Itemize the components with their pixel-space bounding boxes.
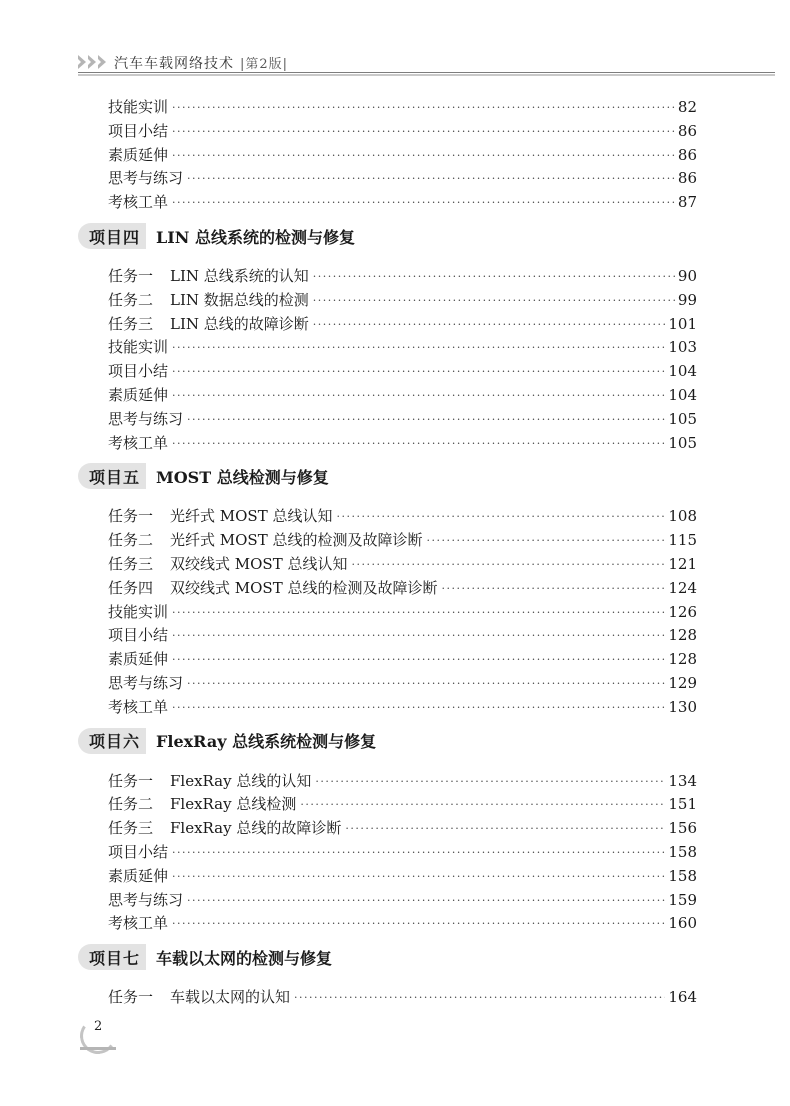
entry-title: 考核工单 <box>108 193 169 212</box>
dot-leader <box>172 99 675 117</box>
entry-title: 技能实训 <box>108 98 169 116</box>
toc-entry-label <box>108 554 347 574</box>
task-number: 任务二 <box>108 531 154 550</box>
entry-title: FlexRay 总线检测 <box>170 795 297 814</box>
task-number: 任务三 <box>108 819 154 838</box>
toc-entry[interactable] <box>108 816 697 838</box>
entry-title: 考核工单 <box>108 697 169 716</box>
toc-entry[interactable] <box>108 864 697 886</box>
toc-entry-label <box>108 842 168 862</box>
toc-entry-label <box>108 121 168 141</box>
entry-title: 思考与练习 <box>108 674 184 692</box>
entry-title: 光纤式 MOST 总线的检测及故障诊断 <box>170 531 423 550</box>
project-title: FlexRay 总线系统检测与修复 <box>156 732 377 752</box>
toc-entry[interactable] <box>108 552 697 574</box>
running-header <box>78 52 697 74</box>
page-ref: 128 <box>668 626 697 645</box>
dot-leader <box>172 339 665 357</box>
entry-title: 技能实训 <box>108 602 169 621</box>
toc-entry[interactable] <box>108 288 697 310</box>
dot-leader <box>172 604 665 622</box>
page-ref: 82 <box>677 98 697 116</box>
dot-leader <box>336 508 665 526</box>
project-title: 车载以太网的检测与修复 <box>156 948 333 968</box>
page-ref: 126 <box>668 602 697 621</box>
toc-entry-label <box>108 145 168 165</box>
toc-entry[interactable] <box>108 911 697 933</box>
dot-leader <box>294 989 665 1007</box>
toc-entry-label <box>108 506 332 526</box>
project-number: 项目五 <box>78 463 146 489</box>
dot-leader <box>315 773 665 791</box>
page-number: 2 <box>94 1019 103 1034</box>
page-ref: 104 <box>668 386 697 404</box>
page-ref: 99 <box>677 290 697 309</box>
entry-title: 素质延伸 <box>108 650 169 669</box>
toc-entry-label <box>108 433 168 453</box>
page-ref: 104 <box>668 362 697 381</box>
dot-leader <box>172 651 665 669</box>
dot-leader <box>345 820 665 838</box>
project-title: MOST 总线检测与修复 <box>156 467 329 487</box>
toc-entry-label <box>108 578 437 598</box>
toc-entry[interactable] <box>108 671 697 693</box>
toc-entry[interactable] <box>108 166 697 188</box>
toc-entry[interactable] <box>108 600 697 622</box>
entry-title: 项目小结 <box>108 121 169 140</box>
dot-leader <box>313 316 666 334</box>
toc-entry-label <box>108 337 168 357</box>
toc-entry[interactable] <box>108 312 697 334</box>
entry-title: FlexRay 总线的认知 <box>170 771 312 790</box>
toc-entry[interactable] <box>108 888 697 910</box>
toc-entry[interactable] <box>108 335 697 357</box>
toc-entry-label <box>108 890 183 910</box>
page-ref: 128 <box>668 650 697 669</box>
page-ref: 151 <box>668 795 697 814</box>
toc-entry-label <box>108 168 183 188</box>
page-ref: 158 <box>668 866 697 885</box>
toc-entry-label <box>108 266 309 286</box>
project-title: LIN 总线系统的检测与修复 <box>156 227 355 247</box>
dot-leader <box>172 699 665 717</box>
task-number: 任务二 <box>108 795 154 814</box>
book-title: 汽车车载网络技术 <box>114 56 234 72</box>
dot-leader <box>313 268 675 286</box>
chevron-decoration-icon <box>78 55 108 69</box>
toc-entry[interactable] <box>108 143 697 165</box>
entry-title: 双绞线式 MOST 总线认知 <box>170 555 348 573</box>
toc-entry-label <box>108 794 296 814</box>
entry-title: LIN 总线系统的认知 <box>170 267 309 285</box>
toc-entry-label <box>108 409 183 429</box>
toc-entry[interactable] <box>108 528 697 550</box>
toc-entry-label <box>108 361 168 381</box>
header-title <box>114 53 288 73</box>
entry-title: 素质延伸 <box>108 866 169 885</box>
toc-entry-label <box>108 649 168 669</box>
dot-leader <box>187 675 665 693</box>
page-ref: 86 <box>677 169 697 188</box>
entry-title: 光纤式 MOST 总线认知 <box>170 507 333 526</box>
task-number: 任务二 <box>108 290 154 309</box>
page-ref: 134 <box>668 771 697 790</box>
toc-entry[interactable] <box>108 407 697 429</box>
entry-title: 思考与练习 <box>108 890 184 909</box>
task-number: 任务一 <box>108 988 154 1007</box>
dot-leader <box>172 194 675 212</box>
project-number: 项目七 <box>78 944 146 970</box>
task-number: 任务一 <box>108 507 154 526</box>
dot-leader <box>172 868 665 886</box>
toc-entry[interactable] <box>108 383 697 405</box>
page-ref: 124 <box>668 578 697 597</box>
toc-entry-label <box>108 97 168 117</box>
toc-entry-label <box>108 290 309 310</box>
page-ref: 103 <box>668 338 697 357</box>
toc-entry[interactable] <box>108 431 697 453</box>
task-number: 任务一 <box>108 771 154 790</box>
toc-entry-label <box>108 530 422 550</box>
dot-leader <box>300 796 665 814</box>
entry-title: LIN 数据总线的检测 <box>170 290 309 309</box>
dot-leader <box>172 147 675 165</box>
dot-leader <box>172 387 665 405</box>
page-ref: 105 <box>668 409 697 428</box>
dot-leader <box>441 580 665 598</box>
dot-leader <box>426 532 665 550</box>
toc-entry[interactable] <box>108 359 697 381</box>
toc-entry-label <box>108 866 168 886</box>
toc-entry[interactable] <box>108 985 697 1007</box>
page-ref: 86 <box>677 145 697 164</box>
entry-title: FlexRay 总线的故障诊断 <box>170 819 342 838</box>
entry-title: 思考与练习 <box>108 409 184 428</box>
dot-leader <box>172 435 665 453</box>
entry-title: LIN 总线的故障诊断 <box>170 314 309 333</box>
page-ref: 130 <box>668 697 697 716</box>
toc-entry-label <box>108 818 341 838</box>
dot-leader <box>172 915 665 933</box>
task-number: 任务三 <box>108 555 154 573</box>
toc-entry-label <box>108 987 290 1007</box>
entry-title: 素质延伸 <box>108 386 169 404</box>
toc-entry[interactable] <box>108 769 697 791</box>
task-number: 任务一 <box>108 267 154 285</box>
toc-entry-label <box>108 385 168 405</box>
project-heading[interactable] <box>78 727 376 755</box>
project-number: 项目四 <box>78 223 146 249</box>
page-ref: 156 <box>668 819 697 838</box>
entry-title: 考核工单 <box>108 914 169 933</box>
page-ref: 105 <box>668 433 697 452</box>
toc-entry[interactable] <box>108 647 697 669</box>
entry-title: 素质延伸 <box>108 145 169 164</box>
dot-leader <box>172 363 665 381</box>
toc-entry[interactable] <box>108 95 697 117</box>
page-ref: 164 <box>668 988 697 1007</box>
task-number: 任务四 <box>108 578 154 597</box>
edition-label: |第2版| <box>240 57 289 72</box>
dot-leader <box>172 123 675 141</box>
toc-entry-label <box>108 697 168 717</box>
footer-bar <box>80 1047 116 1050</box>
toc-entry[interactable] <box>108 840 697 862</box>
dot-leader <box>351 556 665 574</box>
toc-entry-label <box>108 602 168 622</box>
toc-entry[interactable] <box>108 190 697 212</box>
page-ref: 101 <box>668 314 697 333</box>
toc-entry-label <box>108 314 309 334</box>
toc-entry-label <box>108 771 311 791</box>
page-ref: 90 <box>677 267 697 285</box>
toc-entry[interactable] <box>108 576 697 598</box>
entry-title: 思考与练习 <box>108 169 184 188</box>
toc-entry[interactable] <box>108 264 697 286</box>
toc-entry[interactable] <box>108 792 697 814</box>
toc-entry-label <box>108 913 168 933</box>
page-ref: 159 <box>668 890 697 909</box>
page-ref: 87 <box>677 193 697 212</box>
dot-leader <box>313 292 675 310</box>
project-heading[interactable] <box>78 222 355 250</box>
entry-title: 项目小结 <box>108 362 169 381</box>
toc-entry[interactable] <box>108 695 697 717</box>
toc-entry-label <box>108 673 183 693</box>
page-ref: 129 <box>668 674 697 692</box>
entry-title: 考核工单 <box>108 433 169 452</box>
project-heading[interactable] <box>78 462 329 490</box>
entry-title: 车载以太网的认知 <box>170 988 291 1007</box>
project-number: 项目六 <box>78 728 146 754</box>
toc-entry-label <box>108 625 168 645</box>
project-heading[interactable] <box>78 943 332 971</box>
entry-title: 技能实训 <box>108 338 169 357</box>
page-ref: 86 <box>677 121 697 140</box>
dot-leader <box>187 892 665 910</box>
page-ref: 158 <box>668 843 697 861</box>
toc-entry-label <box>108 192 168 212</box>
toc-entry[interactable] <box>108 623 697 645</box>
page-ref: 115 <box>668 531 697 550</box>
entry-title: 项目小结 <box>108 843 169 861</box>
page-footer <box>80 1016 116 1050</box>
dot-leader <box>187 411 665 429</box>
dot-leader <box>172 627 665 645</box>
page-ref: 160 <box>668 914 697 933</box>
toc-entry[interactable] <box>108 504 697 526</box>
entry-title: 双绞线式 MOST 总线的检测及故障诊断 <box>170 578 438 597</box>
dot-leader <box>172 844 665 862</box>
page-ref: 108 <box>668 507 697 526</box>
dot-leader <box>187 170 675 188</box>
task-number: 任务三 <box>108 314 154 333</box>
page-ref: 121 <box>668 555 697 573</box>
entry-title: 项目小结 <box>108 626 169 645</box>
toc-entry[interactable] <box>108 119 697 141</box>
